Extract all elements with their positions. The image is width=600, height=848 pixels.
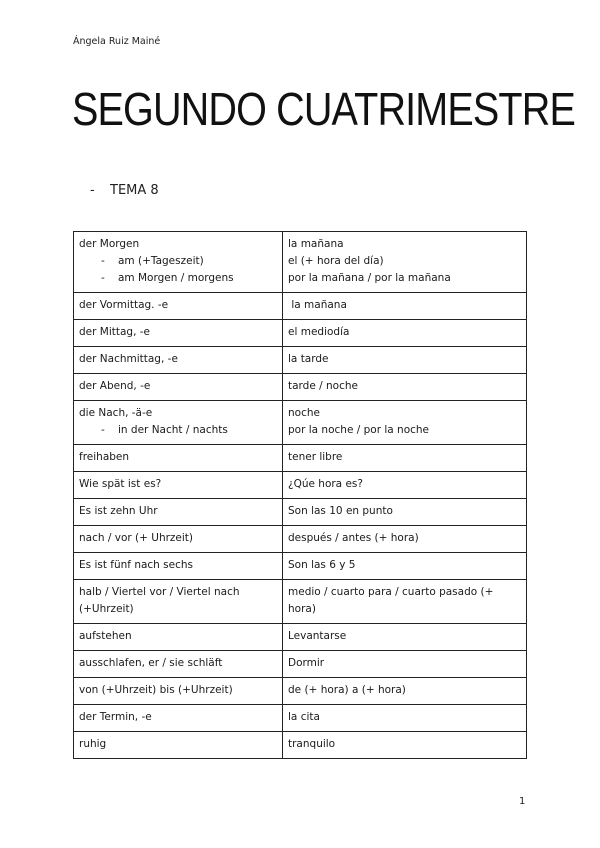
spanish-translation-cell bbox=[283, 705, 527, 732]
spanish-translation-cell bbox=[283, 293, 527, 320]
spanish-translation: de (+ hora) a (+ hora) bbox=[288, 684, 406, 696]
german-subterm-text: am (+Tageszeit) bbox=[118, 255, 204, 267]
spanish-translation-cell bbox=[283, 624, 527, 651]
spanish-translation-cell bbox=[283, 553, 527, 580]
german-term-cell bbox=[74, 553, 283, 580]
german-term: der Nachmittag, -e bbox=[79, 353, 178, 365]
spanish-translation: Levantarse bbox=[288, 630, 347, 642]
spanish-translation-cell bbox=[283, 445, 527, 472]
table-row bbox=[74, 232, 527, 293]
german-subterm-text: am Morgen / morgens bbox=[118, 272, 234, 284]
german-term: der Mittag, -e bbox=[79, 326, 151, 338]
spanish-translation-cell bbox=[283, 526, 527, 553]
table-row bbox=[74, 347, 527, 374]
page-number: 1 bbox=[519, 796, 526, 807]
spanish-translation: tranquilo bbox=[288, 738, 336, 750]
spanish-translation: la tarde bbox=[288, 353, 329, 365]
section-label: TEMA 8 bbox=[110, 183, 159, 198]
german-term-cell bbox=[74, 624, 283, 651]
german-term-cell bbox=[74, 732, 283, 759]
spanish-translation: Dormir bbox=[288, 657, 325, 669]
vocabulary-table-body bbox=[74, 232, 527, 759]
spanish-translation: Son las 6 y 5 bbox=[288, 559, 356, 571]
spanish-subtranslation: el (+ hora del día) bbox=[288, 255, 384, 267]
german-term: Wie spät ist es? bbox=[79, 478, 162, 490]
page-title: SEGUNDO CUATRIMESTRE bbox=[72, 83, 575, 135]
spanish-translation-cell bbox=[283, 232, 527, 293]
german-term: ruhig bbox=[79, 738, 107, 750]
german-term: ausschlafen, er / sie schläft bbox=[79, 657, 223, 669]
german-term-cell bbox=[74, 678, 283, 705]
table-row bbox=[74, 705, 527, 732]
bullet-dash: - bbox=[101, 255, 105, 267]
spanish-translation: Son las 10 en punto bbox=[288, 505, 393, 517]
german-subterm bbox=[79, 270, 277, 287]
german-term-cell bbox=[74, 347, 283, 374]
table-row bbox=[74, 526, 527, 553]
spanish-translation-cell bbox=[283, 678, 527, 705]
table-row bbox=[74, 553, 527, 580]
german-subterm bbox=[79, 253, 277, 270]
spanish-translation-cell bbox=[283, 401, 527, 445]
german-subterm bbox=[79, 422, 277, 439]
german-term: der Vormittag. -e bbox=[79, 299, 169, 311]
spanish-translation: tener libre bbox=[288, 451, 343, 463]
spanish-translation: después / antes (+ hora) bbox=[288, 532, 419, 544]
german-term-cell bbox=[74, 320, 283, 347]
german-term-cell bbox=[74, 374, 283, 401]
table-row bbox=[74, 293, 527, 320]
german-term: Es ist zehn Uhr bbox=[79, 505, 158, 517]
vocabulary-table bbox=[73, 231, 527, 759]
spanish-subtranslation: por la noche / por la noche bbox=[288, 424, 430, 436]
german-term: halb / Viertel vor / Viertel nach (+Uhrzeit) bbox=[79, 586, 240, 615]
german-term: freihaben bbox=[79, 451, 130, 463]
spanish-translation-cell bbox=[283, 651, 527, 678]
spanish-translation-cell bbox=[283, 347, 527, 374]
spanish-translation-cell bbox=[283, 320, 527, 347]
table-row bbox=[74, 499, 527, 526]
spanish-translation: medio / cuarto para / cuarto pasado (+ hora) bbox=[288, 586, 497, 615]
table-row bbox=[74, 678, 527, 705]
spanish-translation: noche bbox=[288, 407, 320, 419]
spanish-translation: la mañana bbox=[288, 238, 344, 250]
spanish-translation: la cita bbox=[288, 711, 320, 723]
spanish-translation-cell bbox=[283, 472, 527, 499]
german-term-cell bbox=[74, 472, 283, 499]
german-term-cell bbox=[74, 499, 283, 526]
table-row bbox=[74, 651, 527, 678]
spanish-translation-cell bbox=[283, 499, 527, 526]
german-term: der Morgen bbox=[79, 238, 140, 250]
spanish-translation: ¿Qúe hora es? bbox=[288, 478, 363, 490]
german-term: Es ist fünf nach sechs bbox=[79, 559, 194, 571]
bullet-dash: - bbox=[101, 272, 105, 284]
spanish-translation: la mañana bbox=[288, 299, 347, 311]
author-name: Ángela Ruiz Mainé bbox=[73, 36, 161, 47]
spanish-translation-cell bbox=[283, 580, 527, 624]
table-row bbox=[74, 320, 527, 347]
german-term-cell bbox=[74, 580, 283, 624]
table-row bbox=[74, 732, 527, 759]
german-term-cell bbox=[74, 401, 283, 445]
table-row bbox=[74, 624, 527, 651]
german-term-cell bbox=[74, 526, 283, 553]
german-term: nach / vor (+ Uhrzeit) bbox=[79, 532, 194, 544]
section-heading bbox=[90, 183, 159, 198]
german-term: die Nach, -ä-e bbox=[79, 407, 153, 419]
spanish-translation-cell bbox=[283, 374, 527, 401]
table-row bbox=[74, 374, 527, 401]
spanish-subtranslation: por la mañana / por la mañana bbox=[288, 272, 451, 284]
german-term-cell bbox=[74, 445, 283, 472]
table-row bbox=[74, 401, 527, 445]
table-row bbox=[74, 472, 527, 499]
german-term: der Abend, -e bbox=[79, 380, 151, 392]
german-term-cell bbox=[74, 651, 283, 678]
german-term: von (+Uhrzeit) bis (+Uhrzeit) bbox=[79, 684, 233, 696]
german-term-cell bbox=[74, 232, 283, 293]
spanish-translation: tarde / noche bbox=[288, 380, 358, 392]
table-row bbox=[74, 580, 527, 624]
german-subterm-text: in der Nacht / nachts bbox=[118, 424, 228, 436]
spanish-translation-cell bbox=[283, 732, 527, 759]
section-dash: - bbox=[90, 183, 95, 198]
german-term: der Termin, -e bbox=[79, 711, 152, 723]
table-row bbox=[74, 445, 527, 472]
german-term-cell bbox=[74, 705, 283, 732]
german-term-cell bbox=[74, 293, 283, 320]
spanish-translation: el mediodía bbox=[288, 326, 350, 338]
german-term: aufstehen bbox=[79, 630, 132, 642]
bullet-dash: - bbox=[101, 424, 105, 436]
